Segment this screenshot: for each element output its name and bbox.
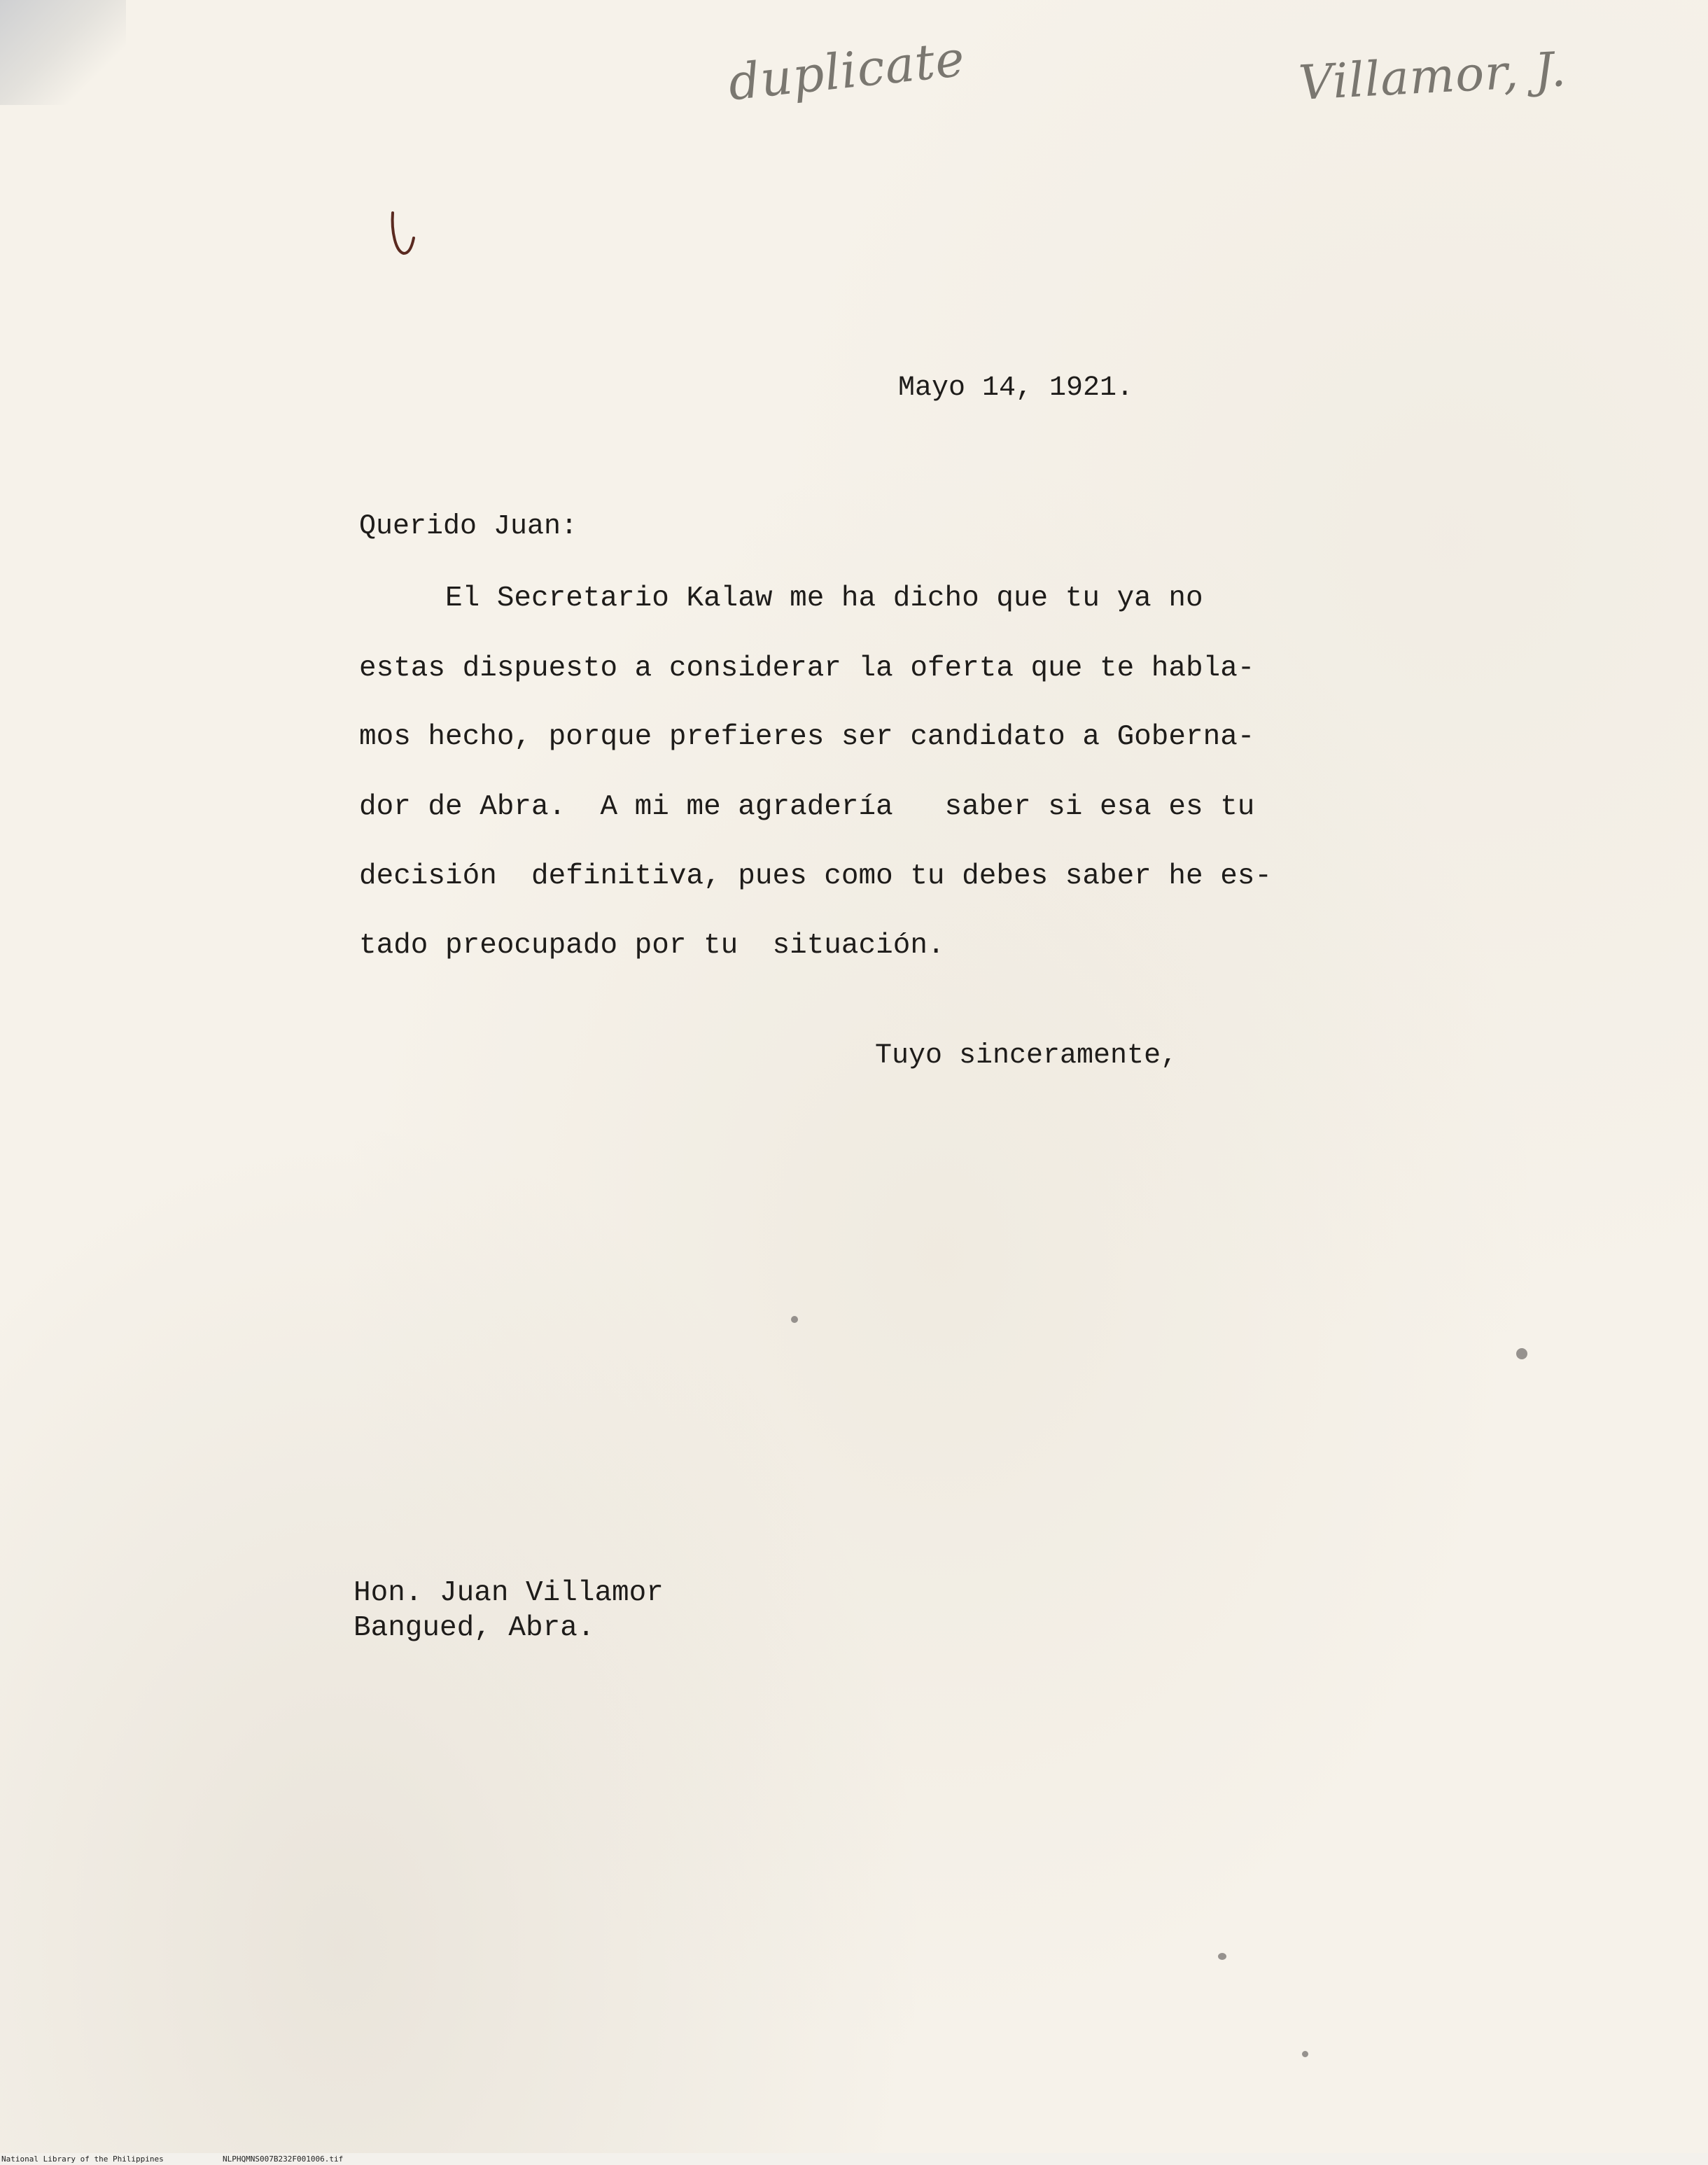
body-line: estas dispuesto a considerar la oferta que te habla- bbox=[359, 652, 1255, 685]
footer-filename: NLPHQMNS007B232F001006.tif bbox=[223, 2155, 344, 2164]
body-line: dor de Abra. A mi me agradería saber si esa es tu bbox=[359, 791, 1255, 823]
handwritten-duplicate-note: duplicate bbox=[725, 29, 968, 112]
body-line: mos hecho, porque prefieres ser candidato a Goberna- bbox=[359, 721, 1255, 753]
scan-footer bbox=[0, 2153, 1708, 2165]
check-mark-icon bbox=[388, 210, 416, 259]
closing: Tuyo sinceramente, bbox=[875, 1040, 1178, 1072]
footer-institution: National Library of the Philippines bbox=[1, 2155, 164, 2164]
ink-spot bbox=[1302, 2051, 1308, 2057]
ink-spot bbox=[791, 1316, 798, 1323]
body-line: decisión definitiva, pues como tu debes saber he es- bbox=[359, 860, 1273, 892]
ink-spot bbox=[1218, 1953, 1226, 1960]
body-line: El Secretario Kalaw me ha dicho que tu ya no bbox=[359, 582, 1203, 615]
addressee-name: Hon. Juan Villamor bbox=[354, 1577, 664, 1609]
torn-corner bbox=[0, 0, 126, 105]
body-line: tado preocupado por tu situación. bbox=[359, 930, 945, 962]
handwritten-name-note: Villamor, J. bbox=[1297, 42, 1568, 111]
letter-date: Mayo 14, 1921. bbox=[898, 372, 1134, 404]
addressee-location: Bangued, Abra. bbox=[354, 1612, 595, 1644]
ink-spot bbox=[1516, 1348, 1527, 1359]
salutation: Querido Juan: bbox=[359, 511, 578, 542]
